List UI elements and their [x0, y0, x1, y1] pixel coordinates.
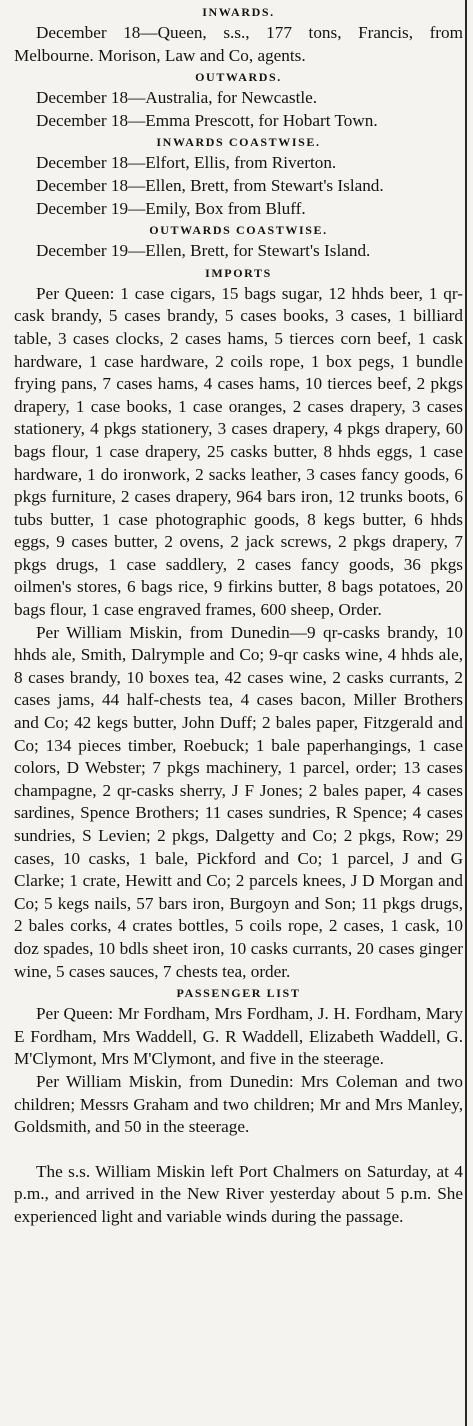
passenger-list-heading: PASSENGER LIST — [176, 986, 301, 1001]
closing-paragraph: The s.s. William Miskin left Port Chalmers on Saturday, at 4 p.m., and arrived in the New River yesterday about 5 p.m. She experienced light and variable winds during the passage. — [14, 1161, 463, 1226]
column-rule — [465, 0, 467, 1426]
inwards-coastwise-entry-2: December 18—Ellen, Brett, from Stewart's Island. — [36, 175, 384, 195]
inwards-coastwise-entry-1: December 18—Elfort, Ellis, from Riverton. — [36, 153, 337, 173]
outwards-coastwise-heading: OUTWARDS COASTWISE. — [149, 223, 328, 238]
inwards-heading: INWARDS. — [202, 5, 275, 19]
outwards-coastwise-entry-1: December 19—Ellen, Brett, for Stewart's Island. — [36, 241, 371, 261]
imports-per-william-miskin: Per William Miskin, from Dunedin—9 qr-casks brandy, 10 hhds ale, Smith, Dalrymple and Co; 9-qr casks wine, 4 hhds ale, 8 cases brandy, 10 boxes tea, 42 cases wine, 2 casks currants, 2 cases jams, 44 half-chests tea, 4 cases bacon, Miller Brothers and Co; 42 kegs butter, John Duff; 2 bales paper, Fitzgerald and Co; 134 pieces timber, Roebuck; 1 bale paperhangings, 1 case colors, D Webster; 7 pkgs machinery, 1 parcel, order; 13 cases champagne, 2 qr-casks sherry, J F Jones; 2 bales paper, 4 cases sardines, Spence Brothers; 11 cases sundries, R Spence; 4 cases sundries, S Levien; 2 pkgs, Dalgetty and Co; 2 pkgs, Row; 29 cases, 10 casks, 1 bale, Pickford and Co; 1 parcel, J and G Clarke; 1 crate, Hewitt and Co; 2 parcels knees, J D Morgan and Co; 5 kegs nails, 57 bars iron, Burgoyn and Son; 11 pkgs drugs, 2 bales corks, 4 crates bottles, 5 coils rope, 2 cases, 1 cask, 10 doz spades, 10 bdls sheet iron, 10 casks currants, 20 cases ginger wine, 5 cases sauces, 7 chests tea, order. — [14, 622, 463, 981]
outwards-heading: OUTWARDS. — [195, 70, 282, 85]
imports-heading: IMPORTS — [205, 265, 272, 280]
inwards-coastwise-heading: INWARDS COASTWISE. — [156, 135, 321, 150]
passengers-per-queen: Per Queen: Mr Fordham, Mrs Fordham, J. H. Fordham, Mary E Fordham, Mrs Waddell, G. R Waddell, Elizabeth Waddell, G. M'Clymont, Mrs M'Clymont, and five in the steerage. — [14, 1004, 463, 1069]
inwards-coastwise-entry-3: December 19—Emily, Box from Bluff. — [36, 198, 306, 218]
passengers-per-william-miskin: Per William Miskin, from Dunedin: Mrs Coleman and two children; Messrs Graham and two children; Mr and Mrs Manley, Goldsmith, and 50 in the steerage. — [14, 1071, 463, 1137]
imports-per-queen: Per Queen: 1 case cigars, 15 bags sugar, 12 hhds beer, 1 qr-cask brandy, 5 cases brandy, 5 cases books, 3 cases, 1 billiard table, 3 cases clocks, 2 cases hams, 5 tierces corn beef, 1 cask hardware, 1 case hardware, 2 coils rope, 1 box pegs, 1 bundle frying pans, 7 cases hams, 4 cases hams, 10 tierces beef, 2 pkgs drapery, 1 case books, 1 case oranges, 2 cases drapery, 3 cases stationery, 4 pkgs stationery, 3 cases drapery, 4 pkgs drapery, 60 bags flour, 1 case drapery, 25 casks butter, 8 hhds eggs, 1 case hardware, 1 do ironwork, 2 sacks leather, 3 cases fancy goods, 6 pkgs furniture, 2 cases drapery, 964 bars iron, 12 trunks boots, 6 tubs butter, 1 case photographic goods, 8 kegs butter, 6 hhds eggs, 9 cases butter, 2 ovens, 2 jack screws, 2 pkgs drapery, 7 pkgs drugs, 1 case saddlery, 2 cases fancy goods, 36 pkgs oilmen's stores, 6 bags rice, 9 firkins butter, 8 bags potatoes, 20 bags flour, 1 case engraved frames, 600 sheep, Order. — [14, 283, 463, 620]
outwards-entry-2: December 18—Emma Prescott, for Hobart Town. — [36, 110, 378, 130]
inwards-entry-1: December 18—Queen, s.s., 177 tons, Francis, from Melbourne. Morison, Law and Co, agents. — [14, 23, 463, 65]
outwards-entry-1: December 18—Australia, for Newcastle. — [36, 88, 318, 108]
